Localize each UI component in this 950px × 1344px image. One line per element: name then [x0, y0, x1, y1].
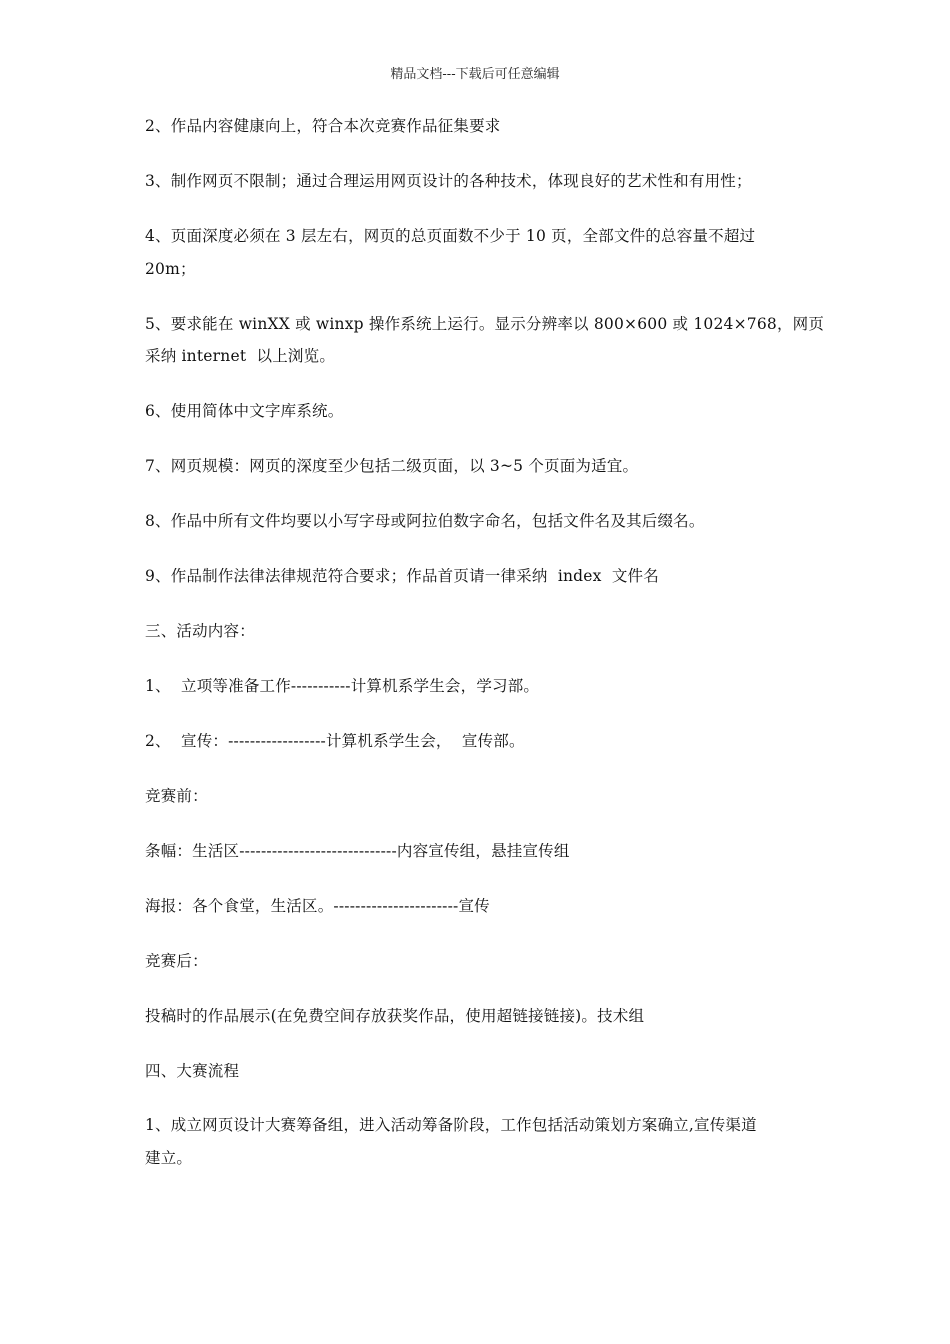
paragraph-line: 1、成立网页设计大赛筹备组，进入活动筹备阶段，工作包括活动策划方案确立,宣传渠道	[145, 1116, 757, 1134]
paragraph-line: 采纳 internet 以上浏览。	[145, 347, 336, 365]
paragraph-line: 5、要求能在 winXX 或 winxp 操作系统上运行。显示分辨率以 800×600 或 1024×768，网页	[145, 315, 825, 333]
paragraph-line: 3、制作网页不限制；通过合理运用网页设计的各种技术，体现良好的艺术性和有用性；	[145, 172, 752, 190]
section-heading: 四、大赛流程	[145, 1062, 240, 1080]
paragraph-line: 竞赛后：	[145, 952, 208, 970]
paragraph-line: 条幅：生活区-----------------------------内容宣传组，悬挂宣传组	[145, 842, 570, 860]
paragraph-line: 2、作品内容健康向上，符合本次竞赛作品征集要求	[145, 117, 501, 135]
paragraph-line: 2、 宣传：------------------计算机系学生会， 宣传部。	[145, 732, 525, 750]
paragraph-line: 建立。	[145, 1149, 193, 1167]
paragraph-line: 8、作品中所有文件均要以小写字母或阿拉伯数字命名，包括文件名及其后缀名。	[145, 512, 705, 530]
paragraph-line: 6、使用简体中文字库系统。	[145, 402, 344, 420]
paragraph-line: 海报：各个食堂，生活区。-----------------------宣传	[145, 897, 490, 915]
paragraph-line: 1、 立项等准备工作-----------计算机系学生会，学习部。	[145, 677, 540, 695]
page-header: 精品文档---下载后可任意编辑	[390, 67, 560, 82]
paragraph-line: 4、页面深度必须在 3 层左右，网页的总页面数不少于 10 页，全部文件的总容量不超过	[145, 227, 756, 245]
paragraph-line: 9、作品制作法律法律规范符合要求；作品首页请一律采纳 index 文件名	[145, 567, 659, 585]
paragraph-line: 投稿时的作品展示(在免费空间存放获奖作品，使用超链接链接)。技术组	[145, 1007, 645, 1025]
paragraph-line: 竞赛前：	[145, 787, 208, 805]
section-heading: 三、活动内容：	[145, 622, 255, 640]
paragraph-line: 20m；	[145, 260, 196, 278]
paragraph-line: 7、网页规模：网页的深度至少包括二级页面，以 3~5 个页面为适宜。	[145, 457, 639, 475]
